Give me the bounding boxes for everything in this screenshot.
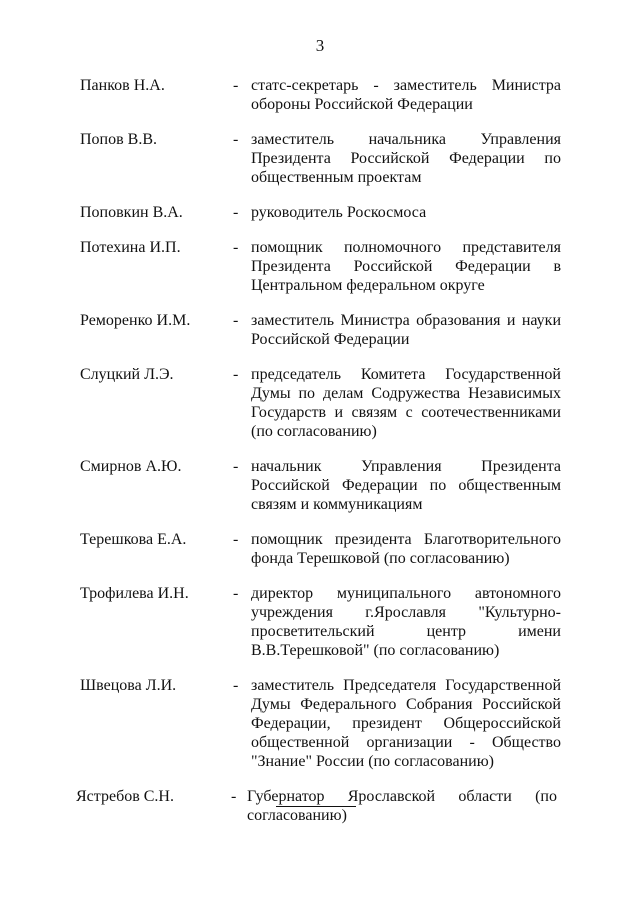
- list-item: [0, 457, 640, 514]
- member-name: Ястребов С.Н.: [76, 788, 174, 805]
- member-role: директор муниципального автономного учреждения г.Ярославля "Культурно-просветительский центр имени В.В.Терешковой" (по согласованию): [251, 585, 561, 659]
- list-item: [0, 676, 640, 771]
- member-role: заместитель Председателя Государственной Думы Федерального Собрания Российской Федерации, президент Общероссийской общественной организации - Общество "Знание" России (по согласованию): [251, 677, 561, 770]
- member-list: [0, 76, 640, 841]
- member-role: Губернатор Ярославской области (по согласованию): [247, 788, 557, 824]
- member-role: помощник президента Благотворительного фонда Терешковой (по согласованию): [251, 531, 561, 567]
- dash-separator: -: [233, 531, 239, 548]
- member-name: Панков Н.А.: [80, 77, 165, 94]
- member-role: помощник полномочного представителя Президента Российской Федерации в Центральном федеральном округе: [251, 239, 561, 294]
- member-role: председатель Комитета Государственной Думы по делам Содружества Независимых Государств и связям с соотечественниками (по согласованию): [251, 366, 561, 440]
- list-item: [0, 311, 640, 349]
- member-name: Потехина И.П.: [80, 239, 181, 256]
- dash-separator: -: [231, 788, 237, 805]
- dash-separator: -: [233, 239, 239, 256]
- dash-separator: -: [233, 677, 239, 694]
- list-item: [0, 584, 640, 660]
- member-role: заместитель начальника Управления Президента Российской Федерации по общественным проектам: [251, 131, 561, 186]
- member-name: Реморенко И.М.: [80, 312, 191, 329]
- list-item: [0, 365, 640, 441]
- list-item: [0, 203, 640, 222]
- dash-separator: -: [233, 204, 239, 221]
- end-rule: [276, 806, 356, 807]
- member-name: Трофилева И.Н.: [80, 585, 189, 602]
- member-name: Слуцкий Л.Э.: [80, 366, 174, 383]
- member-role: руководитель Роскосмоса: [251, 204, 427, 221]
- member-name: Швецова Л.И.: [80, 677, 177, 694]
- member-role: заместитель Министра образования и науки Российской Федерации: [251, 312, 561, 348]
- member-name: Поповкин В.А.: [80, 204, 183, 221]
- dash-separator: -: [233, 585, 239, 602]
- dash-separator: -: [233, 131, 239, 148]
- member-role: начальник Управления Президента Российской Федерации по общественным связям и коммуникациям: [251, 458, 561, 513]
- list-item: [0, 238, 640, 295]
- list-item: [0, 530, 640, 568]
- member-name: Смирнов А.Ю.: [80, 458, 182, 475]
- member-name: Попов В.В.: [80, 131, 158, 148]
- dash-separator: -: [233, 366, 239, 383]
- dash-separator: -: [233, 458, 239, 475]
- list-item: [0, 130, 640, 187]
- list-item: [0, 76, 640, 114]
- page-number: 3: [315, 36, 325, 55]
- dash-separator: -: [233, 77, 239, 94]
- member-name: Терешкова Е.А.: [80, 531, 187, 548]
- member-role: статс-секретарь - заместитель Министра обороны Российской Федерации: [251, 77, 561, 113]
- dash-separator: -: [233, 312, 239, 329]
